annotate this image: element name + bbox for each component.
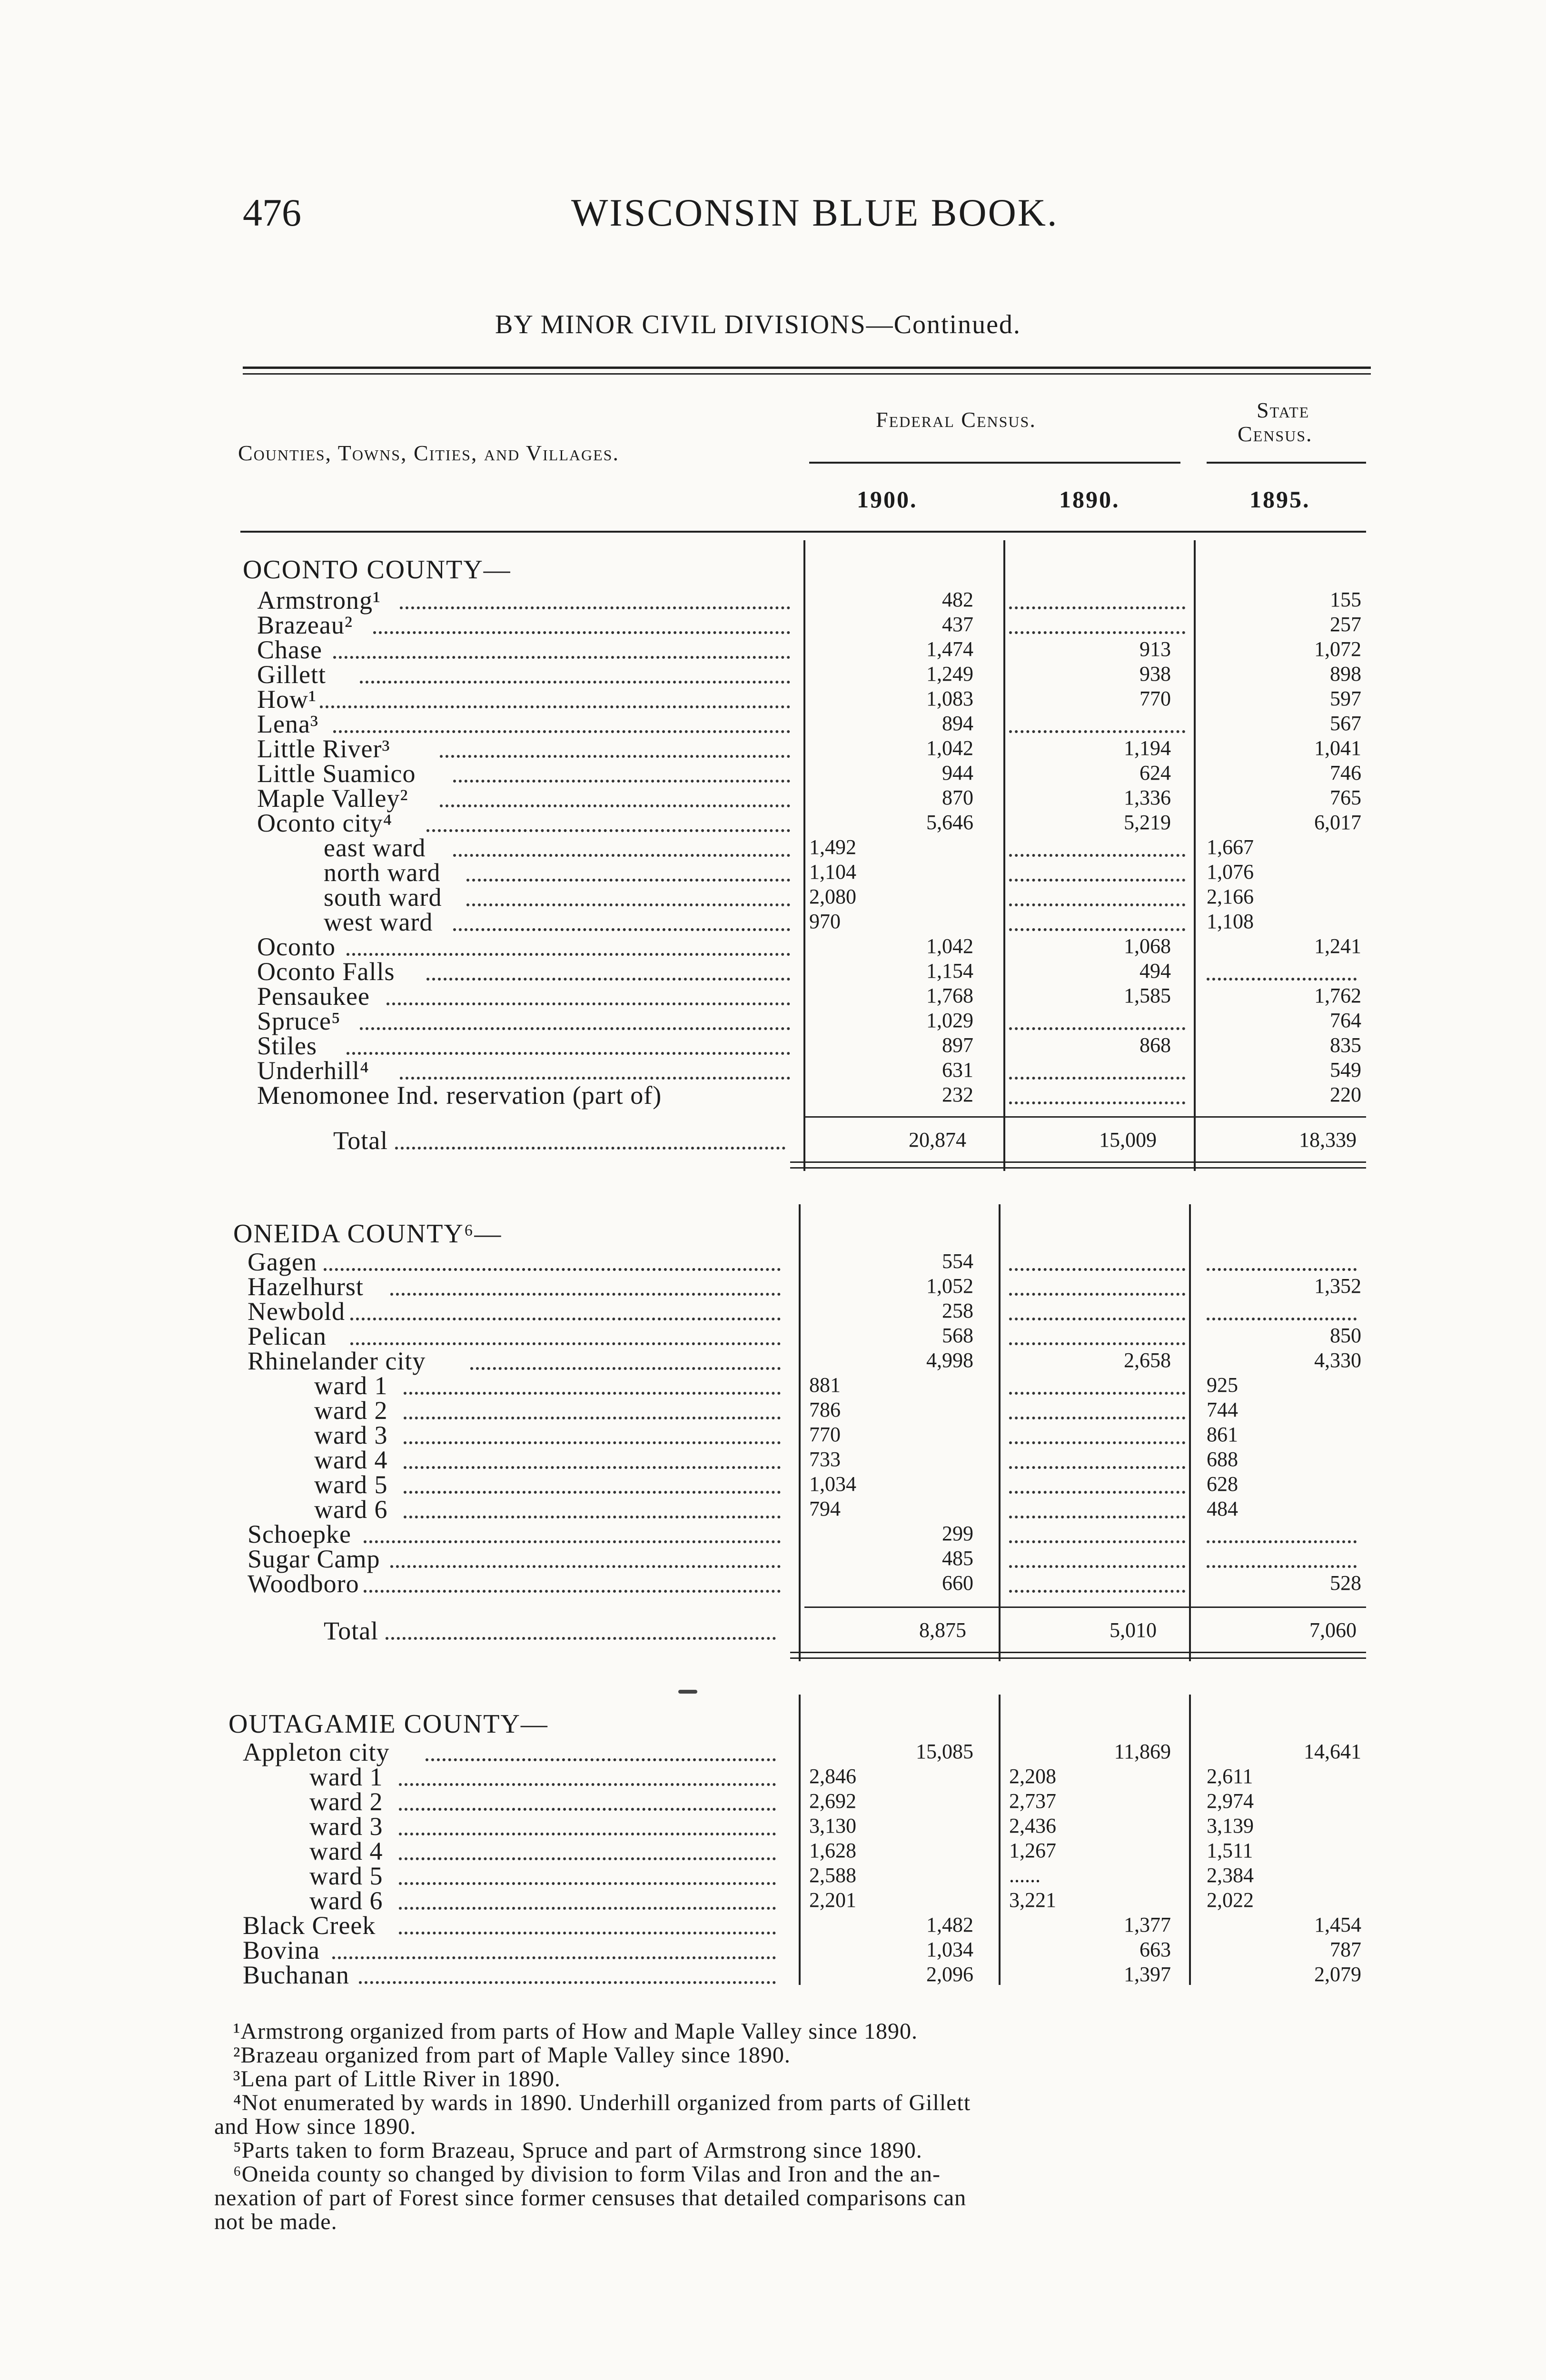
- row-label: Pensaukee: [257, 982, 370, 1011]
- ward-value-1900: 2,846: [809, 1765, 856, 1788]
- value-1895: 898: [1330, 662, 1361, 685]
- ward-value-1890: 3,221: [1009, 1888, 1056, 1912]
- leader-dots-1890: [1009, 928, 1185, 931]
- leader-dots: [360, 1027, 790, 1030]
- value-1895: 220: [1330, 1083, 1361, 1106]
- value-1895: 1,241: [1314, 934, 1361, 958]
- value-1895: 1,072: [1314, 637, 1361, 661]
- leader-dots-1890: [1009, 1565, 1185, 1568]
- value-1895: 1,762: [1314, 984, 1361, 1007]
- total-1890: 5,010: [1110, 1618, 1157, 1642]
- value-1900: 660: [942, 1571, 973, 1595]
- row-label: Woodboro: [248, 1569, 359, 1598]
- column-header-state-census-2: Census.: [1238, 422, 1313, 446]
- leader-dots-1895: [1207, 1565, 1357, 1568]
- leader-dots: [390, 1565, 781, 1568]
- leader-dots: [399, 1882, 776, 1885]
- table-top-rule: [243, 367, 1371, 369]
- ward-value-1900: 1,034: [809, 1472, 856, 1496]
- row-label: Spruce⁵: [257, 1007, 341, 1035]
- value-1900: 1,042: [926, 736, 973, 760]
- leader-dots: [399, 1808, 776, 1811]
- row-label: south ward: [324, 883, 442, 912]
- leader-dots: [333, 656, 790, 659]
- section-subtitle: BY MINOR CIVIL DIVISIONS—Continued.: [495, 310, 1021, 339]
- leader-dots: [347, 1052, 790, 1055]
- footnote-line: ⁴Not enumerated by wards in 1890. Underhill organized from parts of Gillett: [233, 2090, 971, 2115]
- value-1900: 482: [942, 588, 973, 611]
- ward-value-1895: 2,384: [1207, 1864, 1254, 1887]
- ward-value-1895: 1,511: [1207, 1839, 1253, 1862]
- row-label: Appleton city: [243, 1738, 390, 1766]
- page-number: 476: [243, 191, 301, 234]
- value-1890: 1,068: [1124, 934, 1171, 958]
- total-rule: [804, 1606, 1366, 1608]
- header-bottom-rule: [240, 531, 1366, 533]
- leader-dots: [466, 879, 790, 882]
- value-1900: 897: [942, 1033, 973, 1057]
- row-label: Gagen: [248, 1248, 317, 1276]
- value-1895: 787: [1330, 1938, 1361, 1961]
- leader-dots-1890: [1009, 1077, 1185, 1080]
- leader-dots: [347, 953, 790, 956]
- ward-value-1900: 2,080: [809, 885, 856, 908]
- leader-dots: [373, 631, 790, 634]
- value-1900: 1,029: [926, 1009, 973, 1032]
- ward-value-1900: 2,588: [809, 1864, 856, 1887]
- column-rule: [799, 1204, 801, 1661]
- column-rule: [999, 1695, 1001, 1985]
- row-label: How¹: [257, 685, 317, 714]
- value-1895: 835: [1330, 1033, 1361, 1057]
- value-1895: 155: [1330, 588, 1361, 611]
- header-mid-rule-state: [1207, 462, 1366, 464]
- section-end-rule-2: [790, 1167, 1366, 1169]
- leader-dots-1890: [1009, 1027, 1185, 1030]
- leader-dots: [404, 1491, 781, 1494]
- column-header-state-census-1: State: [1257, 398, 1310, 422]
- header-mid-rule-federal: [809, 462, 1180, 464]
- leader-dots: [466, 903, 790, 906]
- value-1900: 5,646: [926, 811, 973, 834]
- ward-value-1895: 3,139: [1207, 1814, 1254, 1837]
- ward-value-1895: 1,667: [1207, 835, 1254, 859]
- value-1900: 894: [942, 712, 973, 735]
- leader-dots: [333, 730, 790, 733]
- leader-dots-1890: [1009, 1101, 1185, 1104]
- value-1900: 485: [942, 1547, 973, 1570]
- footnote-line: ³Lena part of Little River in 1890.: [233, 2066, 561, 2092]
- leader-dots: [399, 1932, 776, 1934]
- column-rule: [1189, 1695, 1191, 1985]
- value-1895: 2,079: [1314, 1963, 1361, 1986]
- row-label: Armstrong¹: [257, 586, 381, 615]
- footnote-line: ⁵Parts taken to form Brazeau, Spruce and part of Armstrong since 1890.: [233, 2138, 922, 2163]
- value-1900: 1,052: [926, 1274, 973, 1298]
- value-1890: 868: [1140, 1033, 1171, 1057]
- ward-value-1890: 1,267: [1009, 1839, 1056, 1862]
- leader-dots-1890: [1009, 1268, 1185, 1271]
- ward-value-1895: 744: [1207, 1398, 1238, 1421]
- total-1890: 15,009: [1099, 1128, 1157, 1151]
- row-label: Pelican: [248, 1322, 327, 1350]
- column-rule: [999, 1204, 1001, 1661]
- ward-value-1900: 881: [809, 1373, 841, 1397]
- row-label: ward 3: [314, 1421, 388, 1449]
- leader-dots: [440, 804, 790, 807]
- value-1895: 746: [1330, 761, 1361, 784]
- leader-dots: [324, 1268, 781, 1271]
- value-1895: 6,017: [1314, 811, 1361, 834]
- leader-dots: [386, 1637, 776, 1640]
- row-label: ward 4: [309, 1837, 383, 1865]
- ward-value-1900: 1,492: [809, 835, 856, 859]
- leader-dots: [404, 1417, 781, 1419]
- row-label: Oconto: [257, 932, 336, 961]
- ward-value-1890: 2,737: [1009, 1789, 1056, 1813]
- total-1900: 20,874: [909, 1128, 966, 1151]
- ward-value-1900: 1,628: [809, 1839, 856, 1862]
- leader-dots-1890: [1009, 903, 1185, 906]
- value-1890: 1,377: [1124, 1913, 1171, 1936]
- leader-dots: [399, 1907, 776, 1910]
- leader-dots: [404, 1466, 781, 1469]
- row-label: ward 2: [309, 1787, 383, 1816]
- total-1900: 8,875: [919, 1618, 966, 1642]
- ward-value-1900: 786: [809, 1398, 841, 1421]
- total-label: Total: [333, 1126, 388, 1155]
- total-rule: [804, 1116, 1366, 1118]
- value-1895: 528: [1330, 1571, 1361, 1595]
- value-1895: 1,352: [1314, 1274, 1361, 1298]
- ward-value-1900: 2,201: [809, 1888, 856, 1912]
- value-1895: 597: [1330, 687, 1361, 710]
- county-heading: OUTAGAMIE COUNTY—: [228, 1709, 548, 1739]
- row-label: Little River³: [257, 734, 390, 763]
- value-1895: 14,641: [1304, 1740, 1361, 1763]
- value-1900: 232: [942, 1083, 973, 1106]
- footnote-line: nexation of part of Forest since former censuses that detailed comparisons can: [214, 2185, 967, 2211]
- ward-value-1900: 3,130: [809, 1814, 856, 1837]
- leader-dots-1890: [1009, 854, 1185, 857]
- leader-dots-1890: [1009, 631, 1185, 634]
- value-1900: 1,042: [926, 934, 973, 958]
- value-1895: 850: [1330, 1324, 1361, 1347]
- row-label: Bovina: [243, 1936, 320, 1964]
- row-label: Lena³: [257, 710, 319, 738]
- ward-value-1895: 925: [1207, 1373, 1238, 1397]
- row-label: north ward: [324, 858, 441, 887]
- value-1900: 2,096: [926, 1963, 973, 1986]
- leader-dots-1890: [1009, 606, 1185, 609]
- value-1900: 568: [942, 1324, 973, 1347]
- leader-dots: [404, 1392, 781, 1395]
- column-rule: [799, 1695, 801, 1985]
- row-label: Oconto Falls: [257, 957, 395, 986]
- row-label: ward 5: [309, 1862, 383, 1890]
- footnote-line: ¹Armstrong organized from parts of How and Maple Valley since 1890.: [233, 2019, 918, 2044]
- county-heading: OCONTO COUNTY—: [243, 555, 511, 585]
- total-1895: 7,060: [1309, 1618, 1357, 1642]
- column-rule: [1194, 540, 1196, 1171]
- ward-value-1900: 794: [809, 1497, 841, 1520]
- row-label: Rhinelander city: [248, 1347, 426, 1375]
- ward-value-1895: 2,166: [1207, 885, 1254, 908]
- row-label: Newbold: [248, 1297, 345, 1326]
- value-1890: 11,869: [1114, 1740, 1171, 1763]
- value-1890: 913: [1140, 637, 1171, 661]
- leader-dots: [395, 1147, 785, 1150]
- value-1890: 1,336: [1124, 786, 1171, 809]
- value-1900: 15,085: [916, 1740, 973, 1763]
- ward-value-1900: 2,692: [809, 1789, 856, 1813]
- row-label: ward 1: [314, 1371, 388, 1400]
- row-label: ward 6: [314, 1495, 388, 1524]
- row-label: Gillett: [257, 660, 326, 689]
- section-end-rule: [790, 1652, 1366, 1653]
- ward-value-1900: 970: [809, 910, 841, 933]
- leader-dots: [426, 1758, 776, 1761]
- section-end-rule-2: [790, 1657, 1366, 1659]
- row-label: Maple Valley²: [257, 784, 408, 813]
- ward-value-1895: 1,076: [1207, 860, 1254, 883]
- ward-value-1895: 2,974: [1207, 1789, 1254, 1813]
- value-1900: 554: [942, 1250, 973, 1273]
- section-end-rule: [790, 1161, 1366, 1163]
- value-1890: 1,585: [1124, 984, 1171, 1007]
- leader-dots: [453, 928, 790, 931]
- leader-dots-1890: [1009, 730, 1185, 733]
- total-label: Total: [324, 1616, 379, 1645]
- leader-dots-1890: [1009, 1540, 1185, 1543]
- leader-dots-1890: [1009, 879, 1185, 882]
- leader-dots: [390, 1293, 781, 1296]
- value-1900: 437: [942, 613, 973, 636]
- row-label: Chase: [257, 635, 322, 664]
- leader-dots: [404, 1516, 781, 1518]
- leader-dots: [440, 755, 790, 758]
- row-label: west ward: [324, 908, 433, 936]
- leader-dots: [453, 780, 790, 783]
- leader-dots-1890: [1009, 1491, 1185, 1494]
- leader-dots: [386, 1002, 790, 1005]
- leader-dots: [320, 705, 790, 708]
- value-1900: 4,998: [926, 1349, 973, 1372]
- value-1895: 1,041: [1314, 736, 1361, 760]
- value-1890: 770: [1140, 687, 1171, 710]
- value-1890: 663: [1140, 1938, 1171, 1961]
- value-1895: 257: [1330, 613, 1361, 636]
- value-1890: 938: [1140, 662, 1171, 685]
- leader-dots-1890: [1009, 1466, 1185, 1469]
- value-1900: 631: [942, 1058, 973, 1081]
- ward-value-1900: 770: [809, 1423, 841, 1446]
- leader-dots: [404, 1441, 781, 1444]
- column-header-federal-census: Federal Census.: [876, 407, 1036, 432]
- ward-value-1895: 484: [1207, 1497, 1238, 1520]
- value-1890: 624: [1140, 761, 1171, 784]
- ink-mark: [678, 1690, 697, 1694]
- row-label: Stiles: [257, 1031, 317, 1060]
- row-label: ward 2: [314, 1396, 388, 1425]
- value-1890: 1,194: [1124, 736, 1171, 760]
- leader-dots: [426, 829, 790, 832]
- leader-dots-1890: [1009, 1318, 1185, 1320]
- value-1900: 1,768: [926, 984, 973, 1007]
- value-1895: 765: [1330, 786, 1361, 809]
- ward-value-1900: 1,104: [809, 860, 856, 883]
- value-1890: 5,219: [1124, 811, 1171, 834]
- leader-dots-1895: [1207, 1268, 1357, 1271]
- column-header-1895: 1895.: [1249, 486, 1310, 513]
- column-header-1900: 1900.: [857, 486, 918, 513]
- leader-dots: [350, 1318, 781, 1320]
- footnote-line: ⁶Oneida county so changed by division to form Vilas and Iron and the an-: [233, 2162, 941, 2187]
- leader-dots: [400, 1077, 790, 1080]
- value-1895: 549: [1330, 1058, 1361, 1081]
- ward-value-1895: 688: [1207, 1448, 1238, 1471]
- county-heading: ONEIDA COUNTY⁶—: [233, 1219, 502, 1249]
- leader-dots: [360, 681, 790, 684]
- leader-dots: [453, 854, 790, 857]
- leader-dots: [332, 1956, 776, 1959]
- leader-dots-1890: [1009, 1342, 1185, 1345]
- table-top-rule-2: [243, 373, 1371, 375]
- value-1890: 494: [1140, 959, 1171, 982]
- row-label: ward 4: [314, 1446, 388, 1474]
- value-1900: 870: [942, 786, 973, 809]
- ward-value-1895: 861: [1207, 1423, 1238, 1446]
- footnote-line: and How since 1890.: [214, 2114, 416, 2139]
- ward-value-1890: 2,436: [1009, 1814, 1056, 1837]
- leader-dots-1890: [1009, 1392, 1185, 1395]
- leader-dots-1890: [1009, 1441, 1185, 1444]
- footnote-line: not be made.: [214, 2209, 337, 2234]
- leader-dots: [399, 1783, 776, 1786]
- ward-value-1895: 2,022: [1207, 1888, 1254, 1912]
- value-1890: 2,658: [1124, 1349, 1171, 1372]
- row-label: Underhill⁴: [257, 1056, 369, 1085]
- row-label: Oconto city⁴: [257, 809, 393, 837]
- leader-dots: [350, 1342, 781, 1345]
- leader-dots-1895: [1207, 978, 1357, 981]
- ward-value-1900: 733: [809, 1448, 841, 1471]
- ward-value-1890: 2,208: [1009, 1765, 1056, 1788]
- leader-dots: [400, 606, 790, 609]
- leader-dots: [399, 1833, 776, 1835]
- ward-value-1895: 2,611: [1207, 1765, 1253, 1788]
- value-1895: 764: [1330, 1009, 1361, 1032]
- row-label: Little Suamico: [257, 759, 416, 788]
- leader-dots: [364, 1540, 781, 1543]
- value-1900: 1,249: [926, 662, 973, 685]
- value-1900: 1,083: [926, 687, 973, 710]
- leader-dots: [359, 1981, 776, 1984]
- row-label: Menomonee Ind. reservation (part of): [257, 1081, 662, 1110]
- leader-dots: [426, 978, 790, 981]
- column-rule: [1003, 540, 1005, 1171]
- value-1900: 1,034: [926, 1938, 973, 1961]
- row-label: ward 3: [309, 1812, 383, 1841]
- value-1895: 567: [1330, 712, 1361, 735]
- row-label: Buchanan: [243, 1961, 349, 1989]
- value-1900: 258: [942, 1299, 973, 1322]
- leader-dots-1890: [1009, 1590, 1185, 1593]
- value-1895: 1,454: [1314, 1913, 1361, 1936]
- row-label: Black Creek: [243, 1911, 376, 1940]
- value-1900: 944: [942, 761, 973, 784]
- row-label: ward 6: [309, 1886, 383, 1915]
- row-label: Hazelhurst: [248, 1272, 364, 1301]
- value-1900: 1,482: [926, 1913, 973, 1936]
- leader-dots-1895: [1207, 1318, 1357, 1320]
- row-label: Sugar Camp: [248, 1545, 380, 1573]
- leader-dots-1890: [1009, 1293, 1185, 1296]
- row-label: ward 5: [314, 1470, 388, 1499]
- ward-value-1895: 1,108: [1207, 910, 1254, 933]
- value-1900: 299: [942, 1522, 973, 1545]
- value-1895: 4,330: [1314, 1349, 1361, 1372]
- column-header-1890: 1890.: [1059, 486, 1120, 513]
- footnote-line: ²Brazeau organized from part of Maple Valley since 1890.: [233, 2043, 791, 2068]
- row-label: ward 1: [309, 1763, 383, 1791]
- leader-dots: [364, 1590, 781, 1593]
- column-rule: [1189, 1204, 1191, 1661]
- value-1900: 1,154: [926, 959, 973, 982]
- ward-value-1895: 628: [1207, 1472, 1238, 1496]
- column-rule: [803, 540, 805, 1171]
- total-1895: 18,339: [1299, 1128, 1357, 1151]
- column-header-name: Counties, Towns, Cities, and Villages.: [238, 441, 619, 465]
- ward-value-1890: ......: [1009, 1864, 1041, 1887]
- leader-dots-1890: [1009, 1516, 1185, 1518]
- row-label: Schoepke: [248, 1520, 351, 1548]
- leader-dots-1895: [1207, 1540, 1357, 1543]
- row-label: east ward: [324, 833, 426, 862]
- value-1890: 1,397: [1124, 1963, 1171, 1986]
- leader-dots: [399, 1857, 776, 1860]
- page-title: WISCONSIN BLUE BOOK.: [571, 191, 1059, 234]
- value-1900: 1,474: [926, 637, 973, 661]
- leader-dots: [470, 1367, 781, 1370]
- leader-dots-1890: [1009, 1417, 1185, 1419]
- row-label: Brazeau²: [257, 611, 353, 639]
